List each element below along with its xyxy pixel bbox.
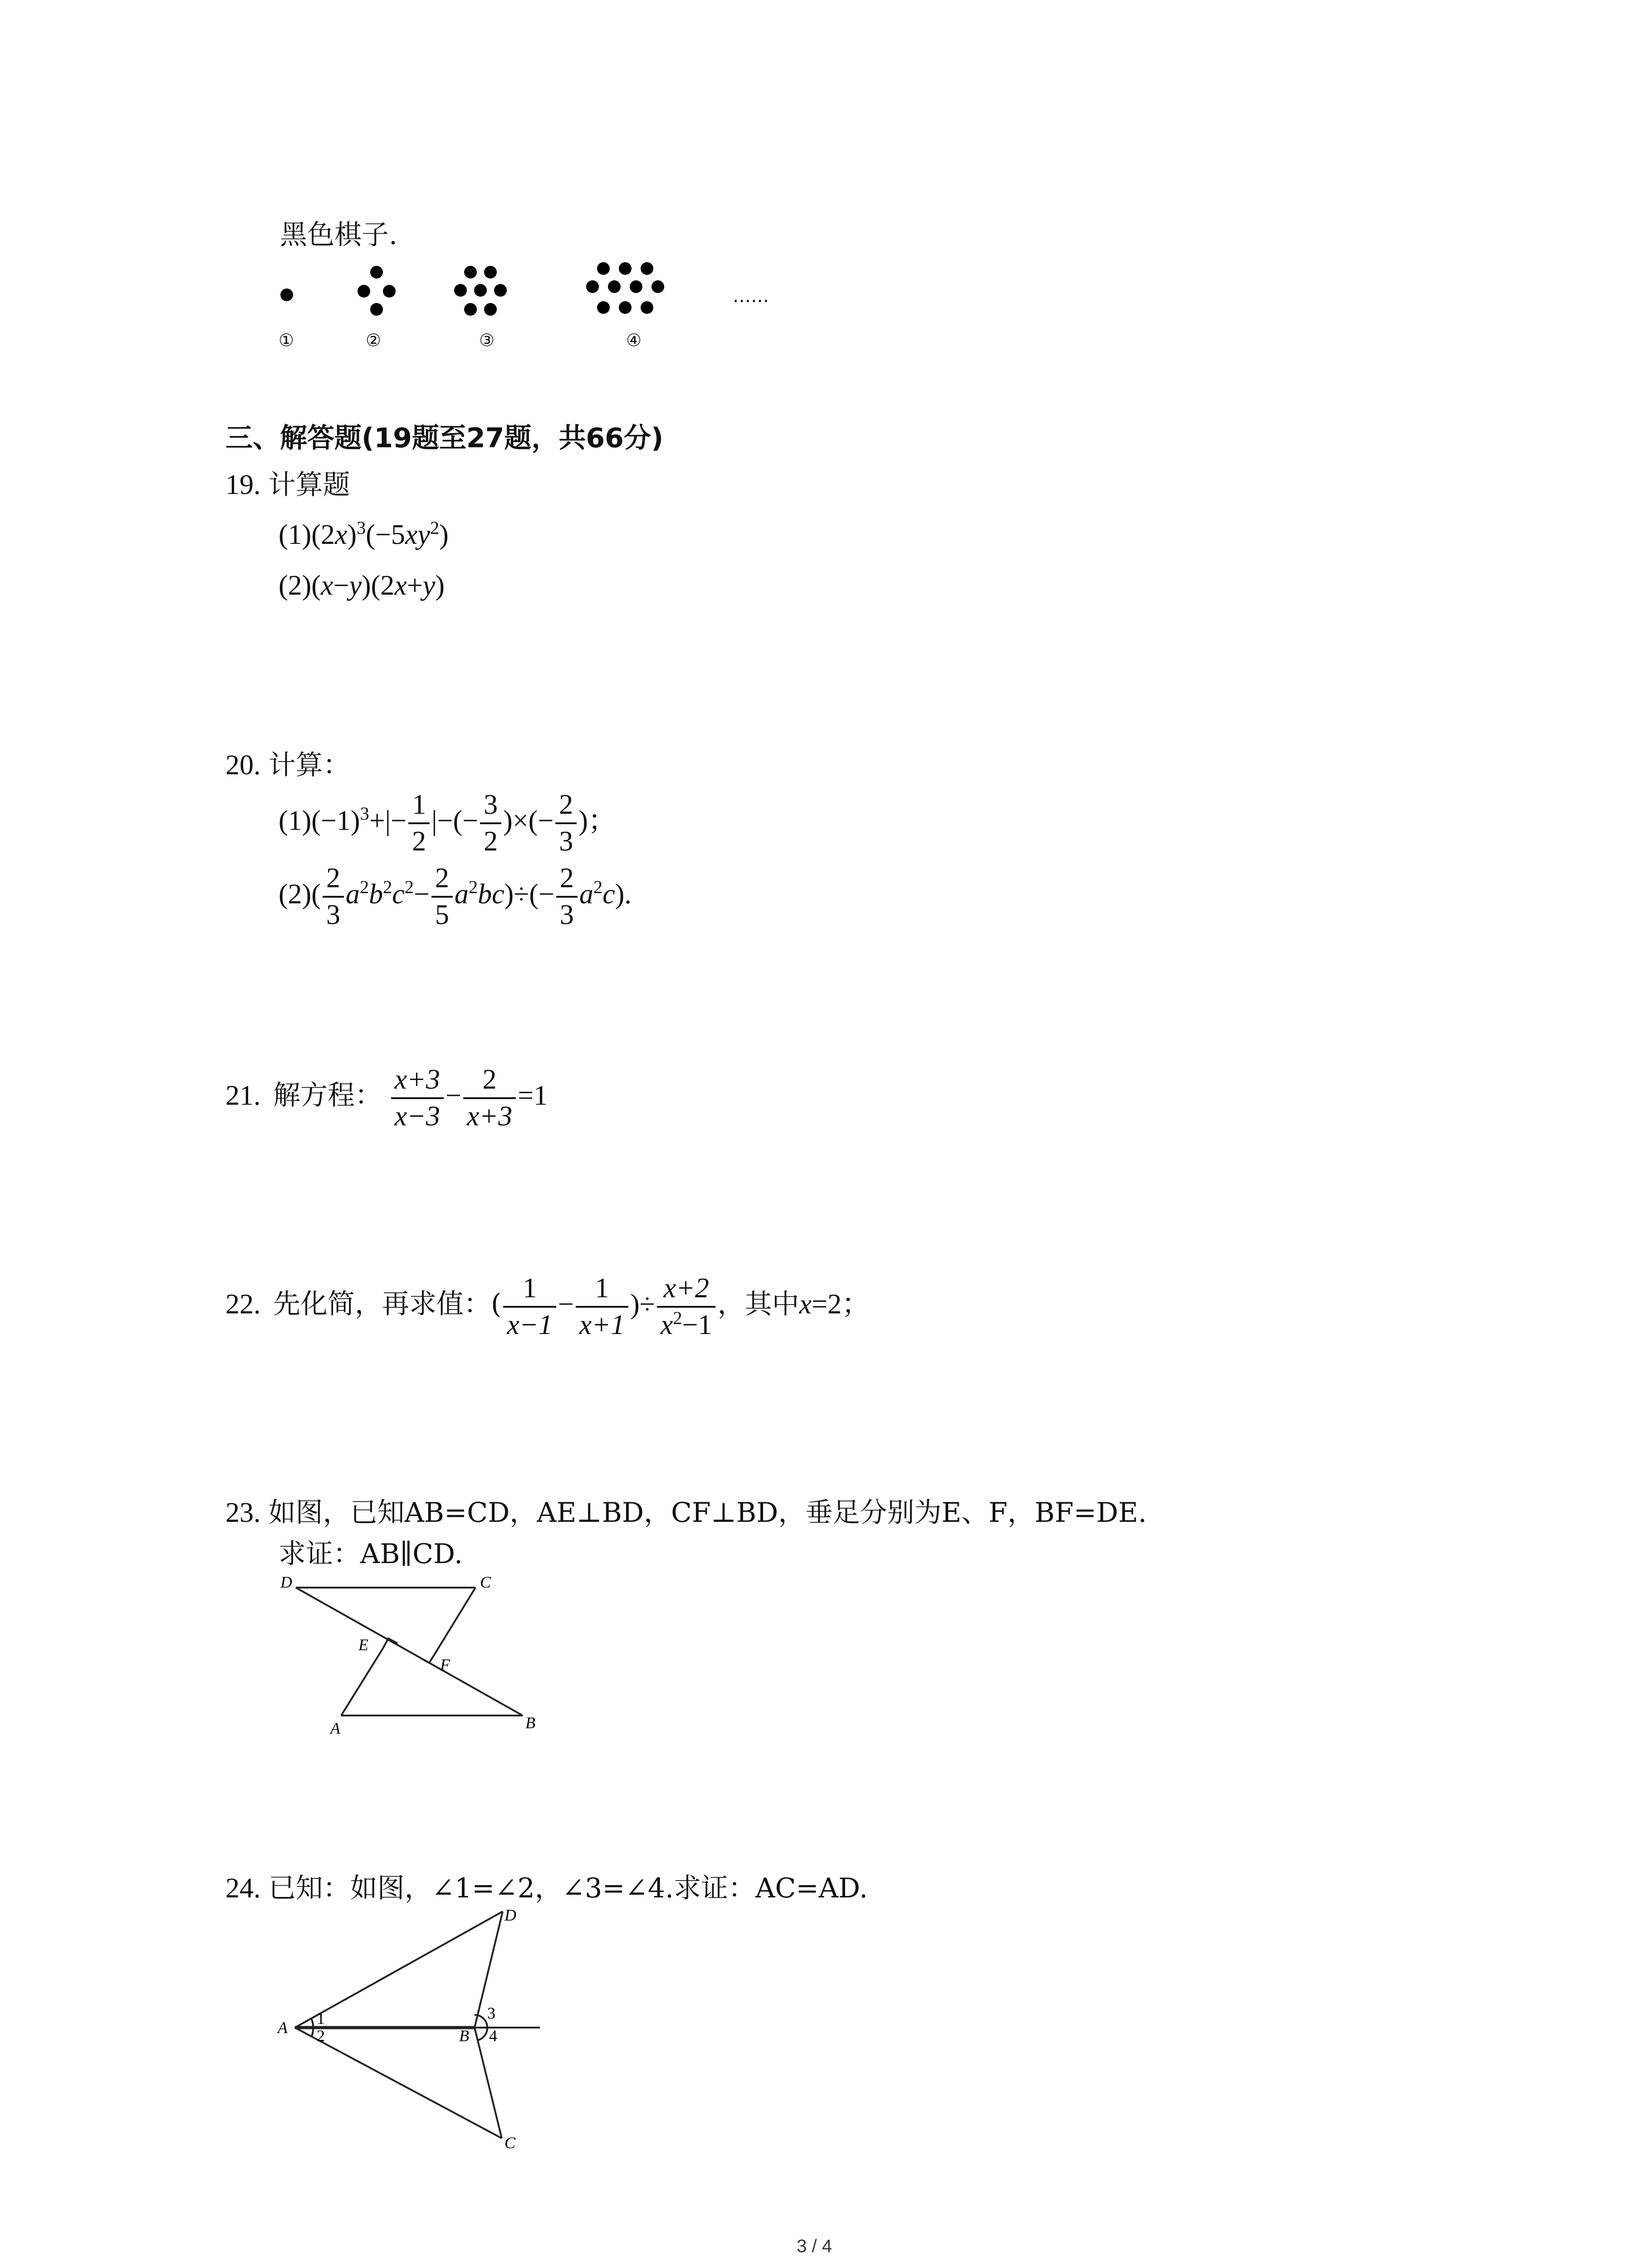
fraction: $\frac{1}{x-1}$ [503,1274,556,1340]
segment-BC [475,2028,502,2138]
label-D: D [280,1574,292,1591]
page-number: 3 / 4 [797,2236,832,2256]
fraction: $\frac{2}{3}$ [555,790,577,856]
pattern-3 [454,266,507,316]
question-21: 21. 解方程： $\frac{x+3}{x-3}$ − $\frac{2}{x+3}$ =1 [225,1064,548,1132]
dot [280,288,293,301]
question-text: 已知：如图，∠1=∠2，∠3=∠4.求证：AC=AD. [268,1872,868,1904]
dot [586,280,599,293]
dot [370,303,383,316]
question-number: 21. [225,1080,261,1111]
question-23 [225,1497,1147,1529]
dot [597,301,610,314]
question-title: 解方程： [273,1080,382,1112]
dot [383,285,396,298]
segment-AD [295,1911,503,2028]
fraction: $\frac{1}{x+1}$ [576,1274,628,1340]
q19-part-1: $(1)(2x)^3(-5xy^2)$ [279,517,449,550]
dot [597,262,610,275]
chess-pattern-figure [268,254,803,363]
label-C: C [505,2134,516,2150]
pattern-4 [586,262,664,314]
q23-prove: 求证：AB∥CD. [279,1538,463,1570]
dot [484,303,497,316]
section-title: 三、解答题(19题至27题，共66分) [225,422,664,454]
pattern-label-1: ① [279,330,294,350]
dot [370,266,383,279]
question-number: 22. [225,1289,261,1320]
dot [474,284,487,297]
dot [619,262,632,275]
dot [630,280,642,293]
label-B: B [525,1714,535,1732]
question-24 [225,1872,868,1905]
q24-figure [272,1905,554,2150]
dot [454,284,467,297]
fraction: $\frac{2}{3}$ [556,864,578,930]
question-number: 20. [225,750,261,781]
question-20 [225,749,350,782]
pattern-2 [358,266,396,316]
dot [641,262,653,275]
question-title: 先化简，再求值：( [273,1288,502,1320]
label-C: C [480,1574,491,1591]
label-angle-4: 4 [489,2027,497,2045]
dot [464,266,477,279]
pattern-label-2: ② [366,330,382,350]
question-number: 19. [225,469,261,500]
arc-angle-4 [477,2028,487,2040]
pattern-label-3: ③ [479,330,495,350]
question-19 [225,469,350,501]
fraction: $\frac{x+3}{x-3}$ [391,1065,444,1131]
pattern-ellipsis: …… [733,286,769,307]
fraction: $\frac{2}{3}$ [323,864,344,930]
label-F: F [440,1656,450,1674]
q19-part-2: (2)(x−y)(2x+y) [279,570,445,601]
dot [608,280,621,293]
q23-figure [272,1574,544,1737]
fraction: $\frac{x+2}{x^2-1}$ [657,1274,716,1340]
segment-DB [296,1588,523,1716]
label-angle-2: 2 [317,2027,325,2045]
q20-part-2: (2)( $\frac{2}{3}$ $a^2b^2c^2-$ $\frac{2}{5}$ $a^2bc)\div(-$ $\frac{2}{3}$ $a^2c$). [279,863,632,931]
fraction: $\frac{1}{2}$ [408,790,430,856]
label-A: A [278,2019,288,2037]
dot [358,285,370,298]
dot [652,280,664,293]
label-angle-1: 1 [317,2009,325,2028]
label-D: D [505,1906,516,1924]
pattern-label-4: ④ [626,330,642,350]
label-B: B [459,2027,469,2045]
segment-CF [434,1588,475,1656]
question-number: 23. [225,1497,261,1528]
fraction: $\frac{2}{x+3}$ [463,1065,516,1131]
question-title: 计算题 [268,469,350,501]
question-title: 计算： [268,749,350,781]
fraction: $\frac{3}{2}$ [480,790,501,856]
question-text: 如图，已知AB=CD，AE⊥BD，CF⊥BD，垂足分别为E、F，BF=DE. [268,1497,1147,1529]
segment-AE [341,1648,383,1716]
right-angle-F [421,1656,434,1663]
continuation-text: 黑色棋子. [280,219,398,251]
dot [619,301,632,314]
label-angle-3: 3 [487,2004,495,2022]
label-A: A [330,1719,340,1737]
question-22: 22. 先化简，再求值：( $\frac{1}{x-1}$ − $\frac{1}{x+1}$ )÷ $\frac{x+2}{x^2-1}$ ，其中x=2； [225,1273,870,1341]
pattern-1 [280,288,293,301]
dot [641,301,653,314]
dot [484,266,497,279]
segment-AC [295,2028,502,2138]
q20-part-1: $(1)(-1)^3+|-$ $\frac{1}{2}$ |−(− $\frac{3}{2}$ )×(− $\frac{2}{3}$ )； [279,789,616,857]
question-number: 24. [225,1873,261,1904]
dot [464,303,477,316]
label-E: E [358,1636,368,1654]
dot [494,284,507,297]
fraction: $\frac{2}{5}$ [431,864,453,930]
